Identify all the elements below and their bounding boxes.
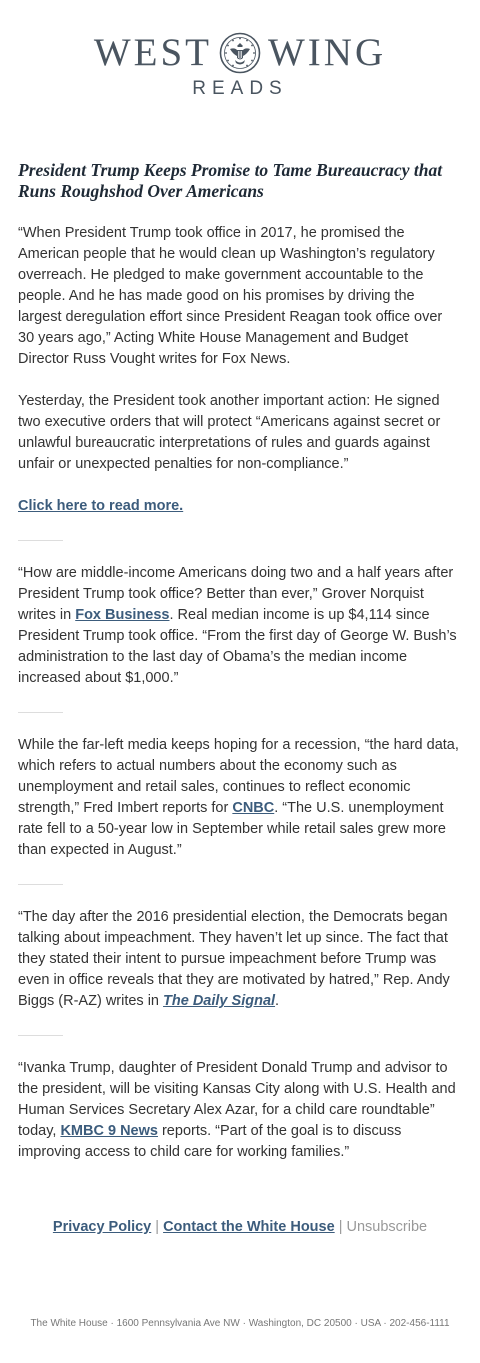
- read-more-paragraph: [18, 496, 462, 517]
- news-item-text: “Ivanka Trump, daughter of President Donald Trump and advisor to the president, will be visiting Kansas City along with U.S. Health and Human Services Secretary Alex Azar, for a child care roundtable” today,: [18, 1060, 456, 1139]
- footer-separator: |: [334, 1219, 347, 1235]
- presidential-seal-icon: [219, 32, 261, 74]
- article-title: President Trump Keeps Promise to Tame Bureaucracy that Runs Roughshod Over Americans: [18, 160, 443, 201]
- logo: [0, 30, 480, 75]
- cnbc-link[interactable]: CNBC: [232, 800, 275, 816]
- privacy-policy-link[interactable]: Privacy Policy: [52, 1219, 152, 1235]
- news-item-text: .: [275, 993, 280, 1009]
- logo-word-west: WEST: [93, 31, 212, 74]
- article-paragraph-2: Yesterday, the President took another important action: He signed two executive orders that will protect “Americans against secret or unlawful bureaucratic interpretations of rules and guards against unfair or unexpected penalties for non-compliance.”: [18, 393, 441, 472]
- news-item-text: . Real median income is up $4,114 since President Trump took office. “From the first day of George W. Bush’s administration to the last day of Obama’s the median income increased about $1,000.”: [18, 607, 457, 686]
- footer-separator: |: [151, 1219, 164, 1235]
- news-item-text: While the far-left media keeps hoping for a recession, “the hard data, which refers to actual numbers about the economy such as unemployment and retail sales, continues to reflect economic strength,” Fred Imbert reports for: [18, 737, 459, 816]
- news-item-daily-signal: [18, 907, 462, 1012]
- contact-white-house-link[interactable]: Contact the White House: [163, 1219, 335, 1235]
- footer-links: [0, 1219, 480, 1235]
- news-item-text: reports. “Part of the goal is to discuss improving access to child care for working families.”: [18, 1123, 402, 1160]
- news-item-text: “How are middle-income Americans doing two and a half years after President Trump took office? Better than ever,” Grover Norquist writes in: [18, 565, 454, 623]
- read-more-link[interactable]: Click here to read more.: [18, 498, 184, 514]
- fox-business-link[interactable]: Fox Business: [75, 607, 170, 623]
- unsubscribe-link[interactable]: Unsubscribe: [346, 1219, 428, 1235]
- news-item-text: . “The U.S. unemployment rate fell to a 50-year low in September while retail sales grew more than expected in August.”: [18, 800, 446, 858]
- daily-signal-link[interactable]: The Daily Signal: [163, 993, 276, 1009]
- email-header: [0, 0, 480, 120]
- kmbc-link[interactable]: KMBC 9 News: [60, 1123, 158, 1139]
- article-paragraph-1: “When President Trump took office in 2017, he promised the American people that he would clean up Washington’s regulatory overreach. He pledged to make government accountable to the people. And he has made good on his promises by driving the largest deregulation effort since President Reagan took office over 30 years ago,” Acting White House Management and Budget Director Russ Vought writes for Fox News.: [18, 225, 443, 367]
- logo-word-wing: WING: [268, 31, 387, 74]
- logo-subtitle: READS: [192, 78, 288, 99]
- news-item-text: “The day after the 2016 presidential election, the Democrats began talking about impeachment. They haven’t let up since. The fact that they stated their intent to pursue impeachment before Trump was even in office reveals that they are motivated by hatred,” Rep. Andy Biggs (R-AZ) writes in: [18, 909, 450, 1009]
- email-body: [18, 160, 462, 1163]
- news-item-cnbc: [18, 735, 462, 861]
- footer-address: The White House · 1600 Pennsylvania Ave NW · Washington, DC 20500 · USA · 202-456-1111: [30, 1318, 450, 1329]
- news-item-fox-business: [18, 563, 462, 689]
- news-item-kmbc: [18, 1058, 462, 1163]
